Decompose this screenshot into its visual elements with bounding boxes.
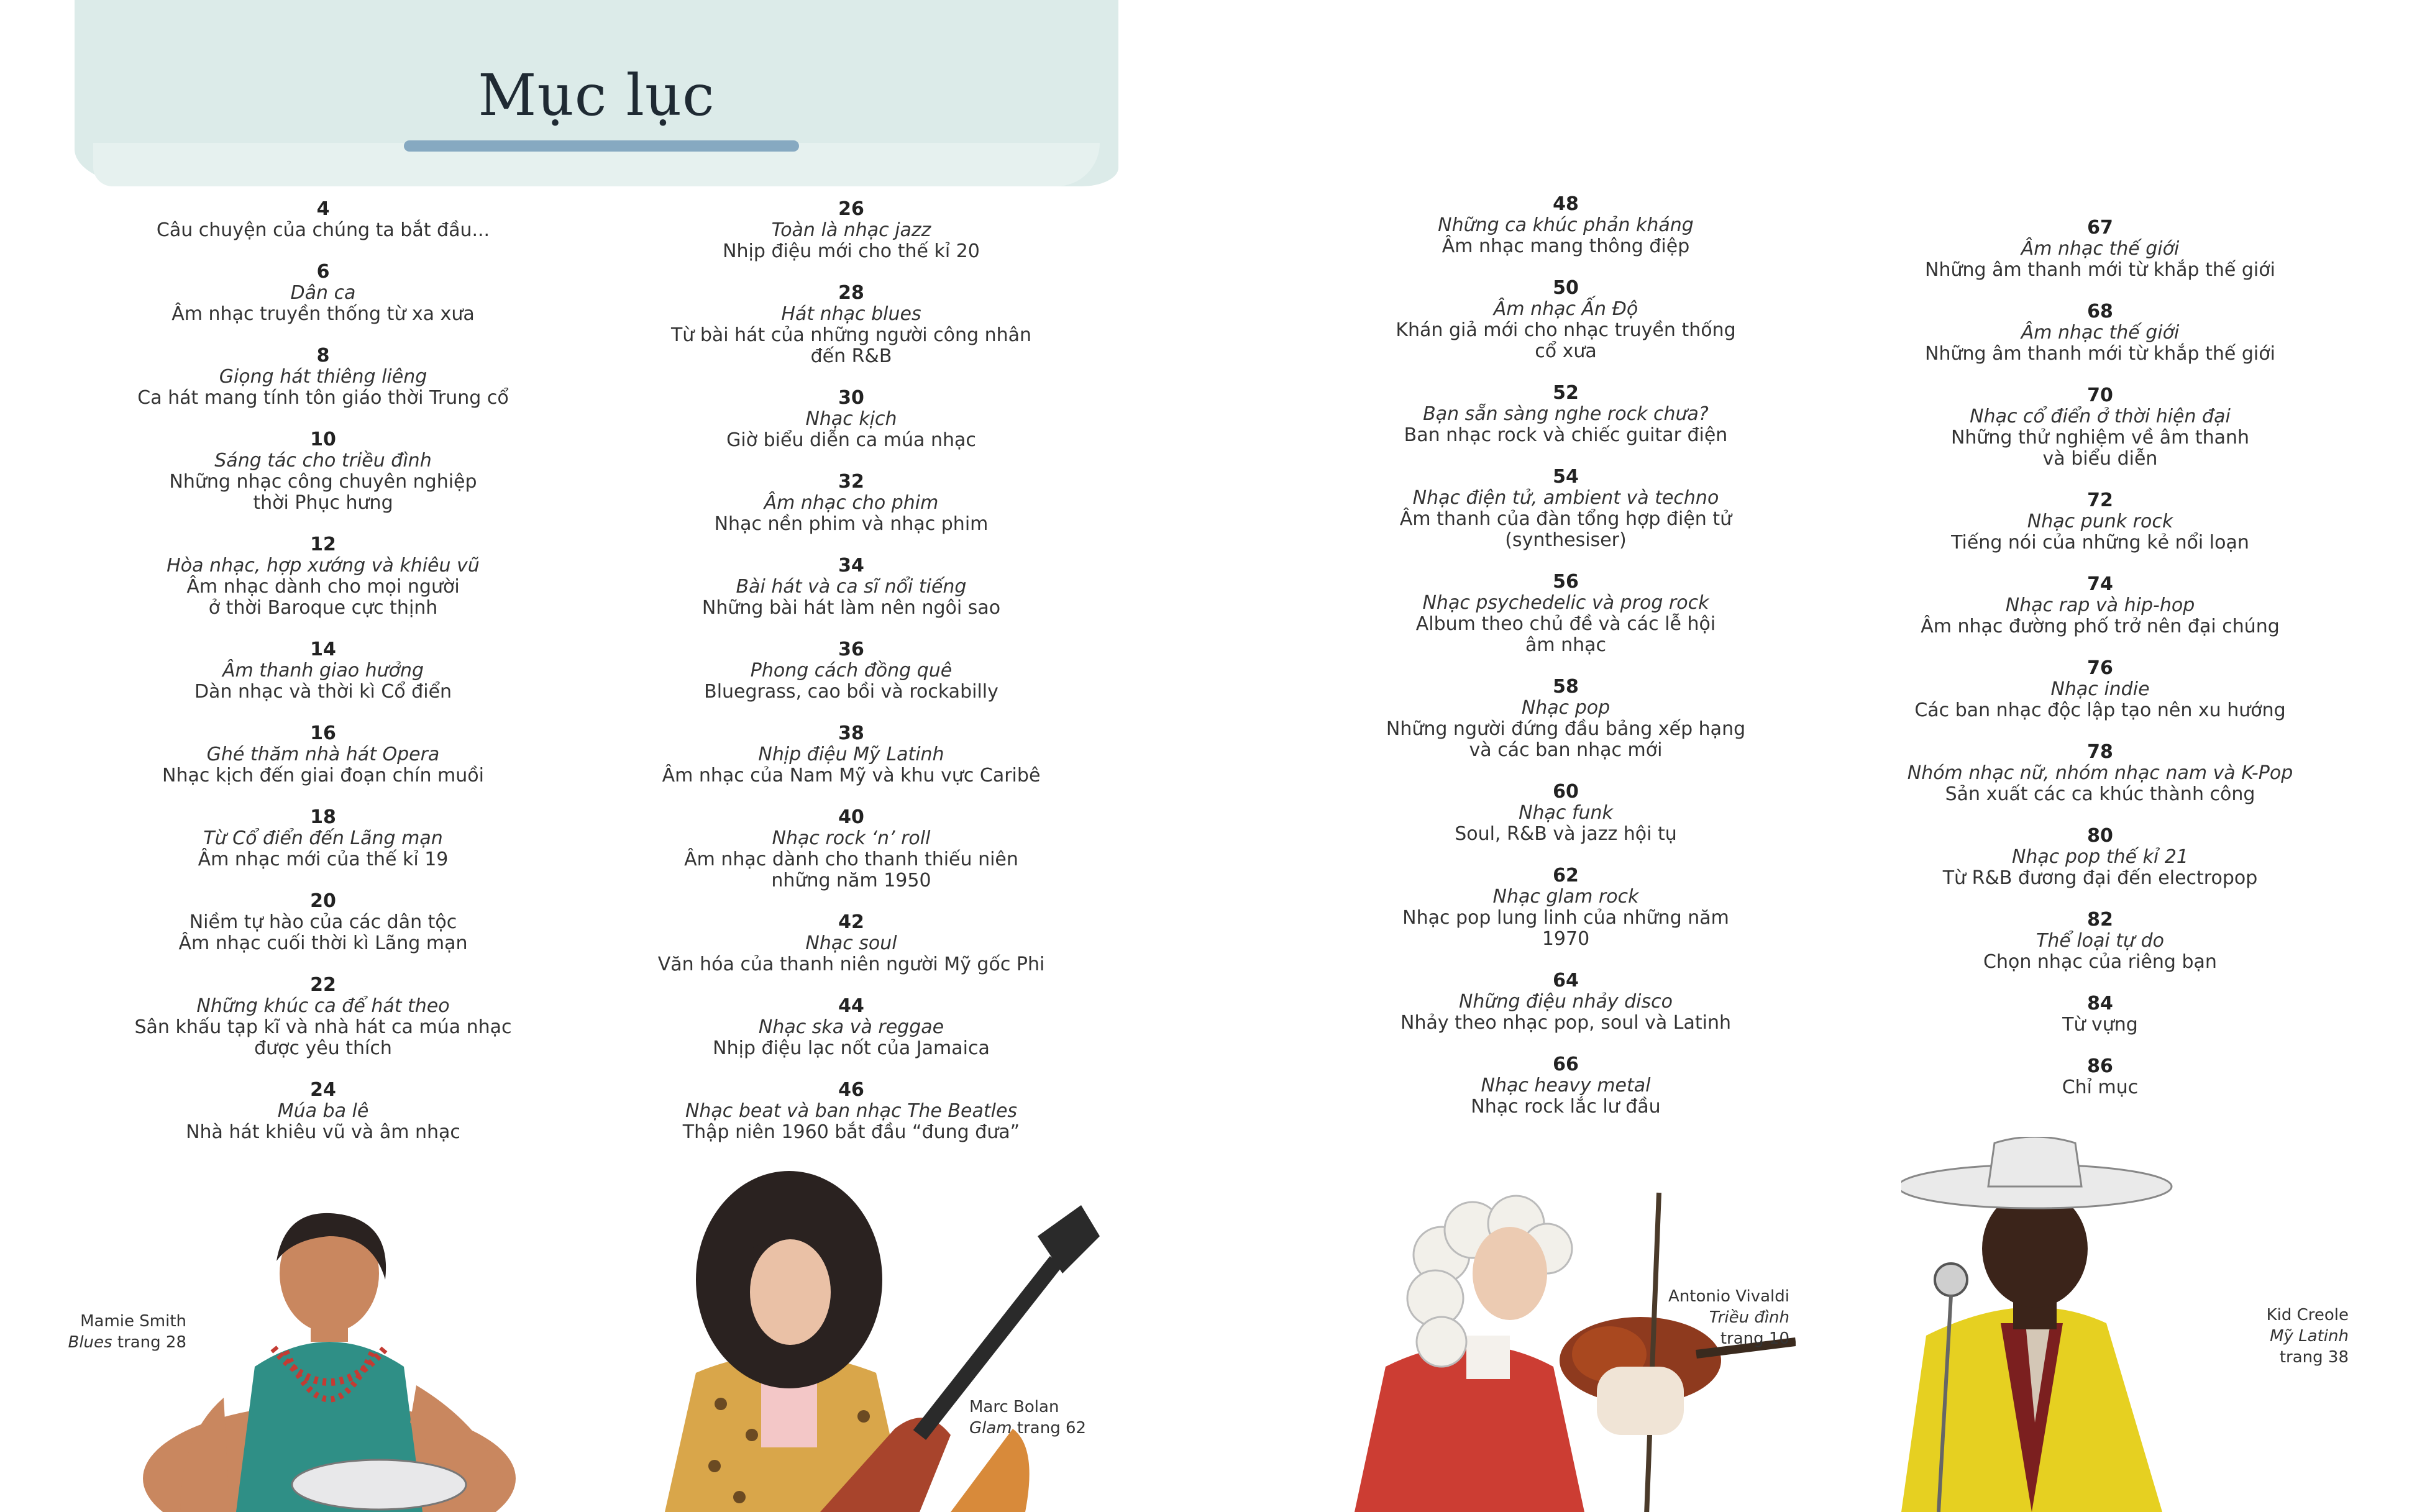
toc-section-title: Âm thanh giao hưởng bbox=[222, 660, 424, 681]
toc-section-title: Nhạc pop bbox=[1521, 697, 1611, 719]
toc-entry bbox=[1299, 781, 1833, 845]
caption-genre: Glam bbox=[969, 1419, 1012, 1437]
toc-column-1 bbox=[56, 199, 590, 1164]
toc-page-number: 34 bbox=[838, 555, 864, 576]
toc-section-title: Nhạc kịch bbox=[805, 408, 897, 430]
toc-entry bbox=[1833, 826, 2367, 889]
toc-page-number: 16 bbox=[310, 722, 336, 744]
caption-page: trang 38 bbox=[2279, 1348, 2349, 1367]
toc-section-title: Nhạc glam rock bbox=[1492, 886, 1639, 908]
toc-page-number: 66 bbox=[1553, 1054, 1579, 1075]
marc-bolan-illustration bbox=[628, 1168, 1118, 1512]
toc-entry bbox=[584, 639, 1118, 703]
toc-section-description: Các ban nhạc độc lập tạo nên xu hướng bbox=[1914, 699, 2286, 721]
toc-section-description: Dàn nhạc và thời kì Cổ điển bbox=[194, 681, 452, 703]
toc-entry bbox=[584, 283, 1118, 367]
toc-entry bbox=[56, 891, 590, 954]
toc-section-description: Sản xuất các ca khúc thành công bbox=[1945, 783, 2255, 805]
toc-section-description: Nhịp điệu lạc nốt của Jamaica bbox=[713, 1037, 990, 1059]
toc-section-description: Văn hóa của thanh niên người Mỹ gốc Phi bbox=[657, 954, 1045, 975]
toc-entry bbox=[584, 1080, 1118, 1143]
toc-entry bbox=[56, 639, 590, 703]
toc-section-title: Những điệu nhảy disco bbox=[1458, 991, 1673, 1013]
toc-entry bbox=[56, 723, 590, 786]
toc-entry bbox=[1833, 909, 2367, 973]
toc-page-number: 70 bbox=[2087, 385, 2113, 406]
toc-page-number: 80 bbox=[2087, 825, 2113, 847]
toc-section-description: Album theo chủ đề và các lễ hội âm nhạc bbox=[1415, 613, 1716, 656]
antonio-vivaldi-caption bbox=[1653, 1286, 1789, 1349]
toc-section-description: Âm nhạc truyền thống từ xa xưa bbox=[171, 303, 475, 325]
toc-section-description: Bluegrass, cao bồi và rockabilly bbox=[704, 681, 998, 703]
toc-page-number: 42 bbox=[838, 911, 864, 933]
toc-page-number: 28 bbox=[838, 282, 864, 304]
toc-section-title: Nhạc ska và reggae bbox=[758, 1016, 944, 1038]
toc-page-number: 76 bbox=[2087, 657, 2113, 679]
toc-page-number: 58 bbox=[1553, 676, 1579, 698]
toc-section-description: Nhạc kịch đến giai đoạn chín muồi bbox=[162, 765, 484, 786]
toc-entry bbox=[1299, 278, 1833, 362]
caption-page: trang 62 bbox=[1017, 1419, 1087, 1437]
toc-page-number: 8 bbox=[316, 345, 330, 367]
toc-entry bbox=[584, 912, 1118, 975]
toc-section-description: Âm nhạc mới của thế kỉ 19 bbox=[198, 849, 449, 870]
toc-section-description: Chọn nhạc của riêng bạn bbox=[1983, 951, 2217, 973]
toc-section-description: Ban nhạc rock và chiếc guitar điện bbox=[1404, 424, 1728, 446]
toc-section-description: Từ R&B đương đại đến electropop bbox=[1942, 867, 2258, 889]
title-brush-stroke bbox=[404, 140, 799, 152]
toc-entry bbox=[1299, 676, 1833, 761]
toc-entry bbox=[584, 471, 1118, 535]
toc-entry bbox=[1833, 742, 2367, 805]
toc-column-3 bbox=[1299, 194, 1833, 1138]
toc-entry bbox=[584, 996, 1118, 1059]
caption-page: trang 28 bbox=[117, 1333, 186, 1352]
toc-entry bbox=[1833, 217, 2367, 281]
toc-entry bbox=[1833, 1056, 2367, 1098]
toc-section-title: Múa ba lê bbox=[277, 1100, 369, 1122]
toc-page-number: 40 bbox=[838, 806, 864, 828]
toc-page-number: 18 bbox=[310, 806, 336, 828]
toc-entry bbox=[1299, 467, 1833, 551]
toc-entry bbox=[56, 975, 590, 1059]
caption-name: Mamie Smith bbox=[80, 1312, 186, 1331]
caption-name: Antonio Vivaldi bbox=[1668, 1287, 1789, 1306]
toc-page-number: 32 bbox=[838, 471, 864, 493]
toc-section-title: Từ Cổ điển đến Lãng mạn bbox=[203, 827, 443, 849]
toc-page-number: 68 bbox=[2087, 301, 2113, 322]
toc-section-description: Những thử nghiệm về âm thanh và biểu diễn bbox=[1950, 427, 2250, 470]
caption-name: Kid Creole bbox=[2266, 1306, 2349, 1324]
toc-page-number: 50 bbox=[1553, 277, 1579, 299]
toc-page-number: 26 bbox=[838, 198, 864, 220]
toc-page-number: 67 bbox=[2087, 217, 2113, 239]
toc-section-title: Bạn sẵn sàng nghe rock chưa? bbox=[1423, 403, 1709, 425]
toc-section-title: Những ca khúc phản kháng bbox=[1438, 214, 1694, 236]
toc-section-description: Âm nhạc dành cho mọi người ở thời Baroque cực thịnh bbox=[186, 576, 460, 619]
toc-entry bbox=[1299, 194, 1833, 257]
toc-section-description: Ca hát mang tính tôn giáo thời Trung cổ bbox=[137, 387, 509, 409]
toc-section-description: Âm nhạc mang thông điệp bbox=[1442, 235, 1690, 257]
toc-page-number: 56 bbox=[1553, 571, 1579, 593]
toc-section-title: Sáng tác cho triều đình bbox=[214, 450, 432, 471]
toc-section-description: Tiếng nói của những kẻ nổi loạn bbox=[1951, 532, 2249, 553]
toc-page-number: 24 bbox=[310, 1079, 336, 1101]
toc-section-title: Nhạc psychedelic và prog rock bbox=[1422, 592, 1709, 614]
toc-entry bbox=[1299, 383, 1833, 446]
toc-section-title: Bài hát và ca sĩ nổi tiếng bbox=[736, 576, 967, 598]
toc-entry bbox=[584, 388, 1118, 451]
toc-section-description: Soul, R&B và jazz hội tụ bbox=[1455, 823, 1677, 845]
toc-section-title: Nhạc rock ‘n’ roll bbox=[772, 827, 931, 849]
toc-page-number: 14 bbox=[310, 639, 336, 660]
caption-genre: Mỹ Latinh bbox=[2270, 1327, 2349, 1346]
toc-section-title: Giọng hát thiêng liêng bbox=[219, 366, 427, 388]
toc-section-description: Từ vựng bbox=[2062, 1014, 2138, 1036]
toc-section-description: Giờ biểu diễn ca múa nhạc bbox=[726, 429, 976, 451]
toc-page-number: 84 bbox=[2087, 993, 2113, 1014]
toc-page-number: 54 bbox=[1553, 466, 1579, 488]
caption-name: Marc Bolan bbox=[969, 1398, 1059, 1416]
toc-page-number: 72 bbox=[2087, 490, 2113, 511]
toc-section-description: Nhạc nền phim và nhạc phim bbox=[714, 513, 989, 535]
toc-page-number: 12 bbox=[310, 534, 336, 555]
toc-page-number: 86 bbox=[2087, 1055, 2113, 1077]
toc-page-number: 10 bbox=[310, 429, 336, 450]
toc-entry bbox=[56, 199, 590, 241]
toc-section-title: Nhạc rap và hip-hop bbox=[2005, 594, 2195, 616]
toc-entry bbox=[1833, 490, 2367, 553]
toc-section-title: Hòa nhạc, hợp xướng và khiêu vũ bbox=[167, 555, 480, 576]
toc-entry bbox=[56, 345, 590, 409]
toc-entry bbox=[56, 534, 590, 619]
toc-page-number: 4 bbox=[316, 198, 330, 220]
toc-entry bbox=[56, 1080, 590, 1143]
toc-page-number: 82 bbox=[2087, 909, 2113, 931]
toc-entry bbox=[1833, 658, 2367, 721]
toc-section-title: Âm nhạc thế giới bbox=[2021, 322, 2180, 344]
toc-page-number: 48 bbox=[1553, 193, 1579, 215]
toc-section-title: Âm nhạc cho phim bbox=[764, 492, 939, 514]
toc-section-description: Nhịp điệu mới cho thế kỉ 20 bbox=[723, 240, 980, 262]
toc-entry bbox=[56, 429, 590, 514]
toc-page-number: 22 bbox=[310, 974, 336, 996]
toc-page-number: 52 bbox=[1553, 382, 1579, 404]
toc-entry bbox=[1299, 865, 1833, 950]
marc-bolan-caption bbox=[969, 1396, 1118, 1439]
toc-section-description: Những bài hát làm nên ngôi sao bbox=[701, 597, 1001, 619]
toc-entry bbox=[1833, 574, 2367, 637]
toc-section-title: Âm nhạc thế giới bbox=[2021, 238, 2180, 260]
toc-column-2 bbox=[584, 199, 1118, 1164]
toc-section-title: Toàn là nhạc jazz bbox=[771, 219, 931, 241]
toc-section-title: Nhóm nhạc nữ, nhóm nhạc nam và K-Pop bbox=[1907, 762, 2293, 784]
toc-page-number: 30 bbox=[838, 387, 864, 409]
toc-page-number: 38 bbox=[838, 722, 864, 744]
toc-entry bbox=[1833, 301, 2367, 365]
toc-entry bbox=[1833, 385, 2367, 470]
toc-section-title: Nhạc cổ điển ở thời hiện đại bbox=[1970, 406, 2231, 427]
toc-section-description: Âm nhạc dành cho thanh thiếu niên những năm 1950 bbox=[684, 849, 1018, 891]
toc-section-description: Khán giả mới cho nhạc truyền thống cổ xưa bbox=[1396, 319, 1736, 362]
caption-genre: Blues bbox=[68, 1333, 112, 1352]
toc-section-title: Nhạc điện tử, ambient và techno bbox=[1412, 487, 1719, 509]
toc-section-title: Phong cách đồng quê bbox=[750, 660, 953, 681]
toc-page-number: 64 bbox=[1553, 970, 1579, 991]
page-title: Mục lục bbox=[478, 62, 715, 129]
toc-entry bbox=[1299, 1054, 1833, 1118]
toc-section-description: Nhạc pop lung linh của những năm 1970 bbox=[1402, 907, 1729, 950]
toc-section-title: Nhạc beat và ban nhạc The Beatles bbox=[685, 1100, 1018, 1122]
toc-section-description: Câu chuyện của chúng ta bắt đầu... bbox=[156, 219, 490, 241]
caption-page: trang 10 bbox=[1720, 1329, 1789, 1348]
toc-section-title: Nhạc heavy metal bbox=[1481, 1075, 1651, 1096]
toc-section-title: Hát nhạc blues bbox=[781, 303, 921, 325]
kid-creole-caption bbox=[2212, 1305, 2349, 1368]
toc-page-number: 46 bbox=[838, 1079, 864, 1101]
toc-section-description: Âm thanh của đàn tổng hợp điện tử (synthesiser) bbox=[1399, 508, 1732, 551]
toc-entry bbox=[584, 723, 1118, 786]
toc-section-title: Nhạc soul bbox=[805, 932, 897, 954]
toc-page-number: 36 bbox=[838, 639, 864, 660]
toc-column-4 bbox=[1833, 217, 2367, 1119]
toc-section-title: Ghé thăm nhà hát Opera bbox=[206, 744, 440, 765]
toc-section-title: Âm nhạc Ấn Độ bbox=[1493, 298, 1638, 320]
toc-section-description: Những nhạc công chuyên nghiệp thời Phục hưng bbox=[169, 471, 477, 514]
toc-section-title: Nhạc indie bbox=[2050, 678, 2150, 700]
toc-page-number: 62 bbox=[1553, 865, 1579, 886]
toc-section-description: Những âm thanh mới từ khắp thế giới bbox=[1925, 343, 2275, 365]
toc-section-title: Những khúc ca để hát theo bbox=[196, 995, 450, 1017]
toc-page-number: 60 bbox=[1553, 781, 1579, 803]
toc-section-description: Từ bài hát của những người công nhân đến R&B bbox=[670, 324, 1032, 367]
caption-genre: Triều đình bbox=[1709, 1308, 1789, 1327]
toc-section-title: Nhạc pop thế kỉ 21 bbox=[2011, 846, 2189, 868]
toc-section-description: Nhảy theo nhạc pop, soul và Latinh bbox=[1400, 1012, 1731, 1034]
toc-section-description: Âm nhạc đường phố trở nên đại chúng bbox=[1921, 616, 2280, 637]
toc-entry bbox=[1299, 572, 1833, 656]
toc-entry bbox=[56, 262, 590, 325]
toc-section-title: Nhạc funk bbox=[1519, 802, 1613, 824]
toc-section-description: Chỉ mục bbox=[2062, 1077, 2139, 1098]
mamie-smith-illustration bbox=[143, 1211, 528, 1512]
toc-section-description: Niềm tự hào của các dân tộc Âm nhạc cuối thời kì Lãng mạn bbox=[178, 911, 468, 954]
toc-entry bbox=[584, 807, 1118, 891]
toc-section-description: Nhà hát khiêu vũ và âm nhạc bbox=[186, 1121, 460, 1143]
toc-section-description: Thập niên 1960 bắt đầu “đung đưa” bbox=[682, 1121, 1020, 1143]
toc-section-title: Nhịp điệu Mỹ Latinh bbox=[758, 744, 944, 765]
toc-section-description: Nhạc rock lắc lư đầu bbox=[1471, 1096, 1661, 1118]
mamie-smith-caption bbox=[56, 1311, 186, 1353]
toc-entry bbox=[56, 807, 590, 870]
toc-page-number: 78 bbox=[2087, 741, 2113, 763]
toc-page-number: 44 bbox=[838, 995, 864, 1017]
toc-section-title: Dân ca bbox=[290, 282, 356, 304]
toc-section-description: Những người đứng đầu bảng xếp hạng và các ban nhạc mới bbox=[1386, 718, 1746, 761]
toc-section-description: Âm nhạc của Nam Mỹ và khu vực Caribê bbox=[662, 765, 1041, 786]
toc-section-title: Nhạc punk rock bbox=[2027, 511, 2173, 532]
toc-page-number: 74 bbox=[2087, 573, 2113, 595]
toc-page-number: 6 bbox=[316, 261, 330, 283]
toc-entry bbox=[1299, 970, 1833, 1034]
toc-page-number: 20 bbox=[310, 890, 336, 912]
toc-entry bbox=[584, 555, 1118, 619]
toc-entry bbox=[584, 199, 1118, 262]
toc-entry bbox=[1833, 993, 2367, 1036]
toc-section-description: Sân khấu tạp kĩ và nhà hát ca múa nhạc được yêu thích bbox=[134, 1016, 512, 1059]
toc-section-description: Những âm thanh mới từ khắp thế giới bbox=[1925, 259, 2275, 281]
toc-section-title: Thể loại tự do bbox=[2036, 930, 2164, 952]
